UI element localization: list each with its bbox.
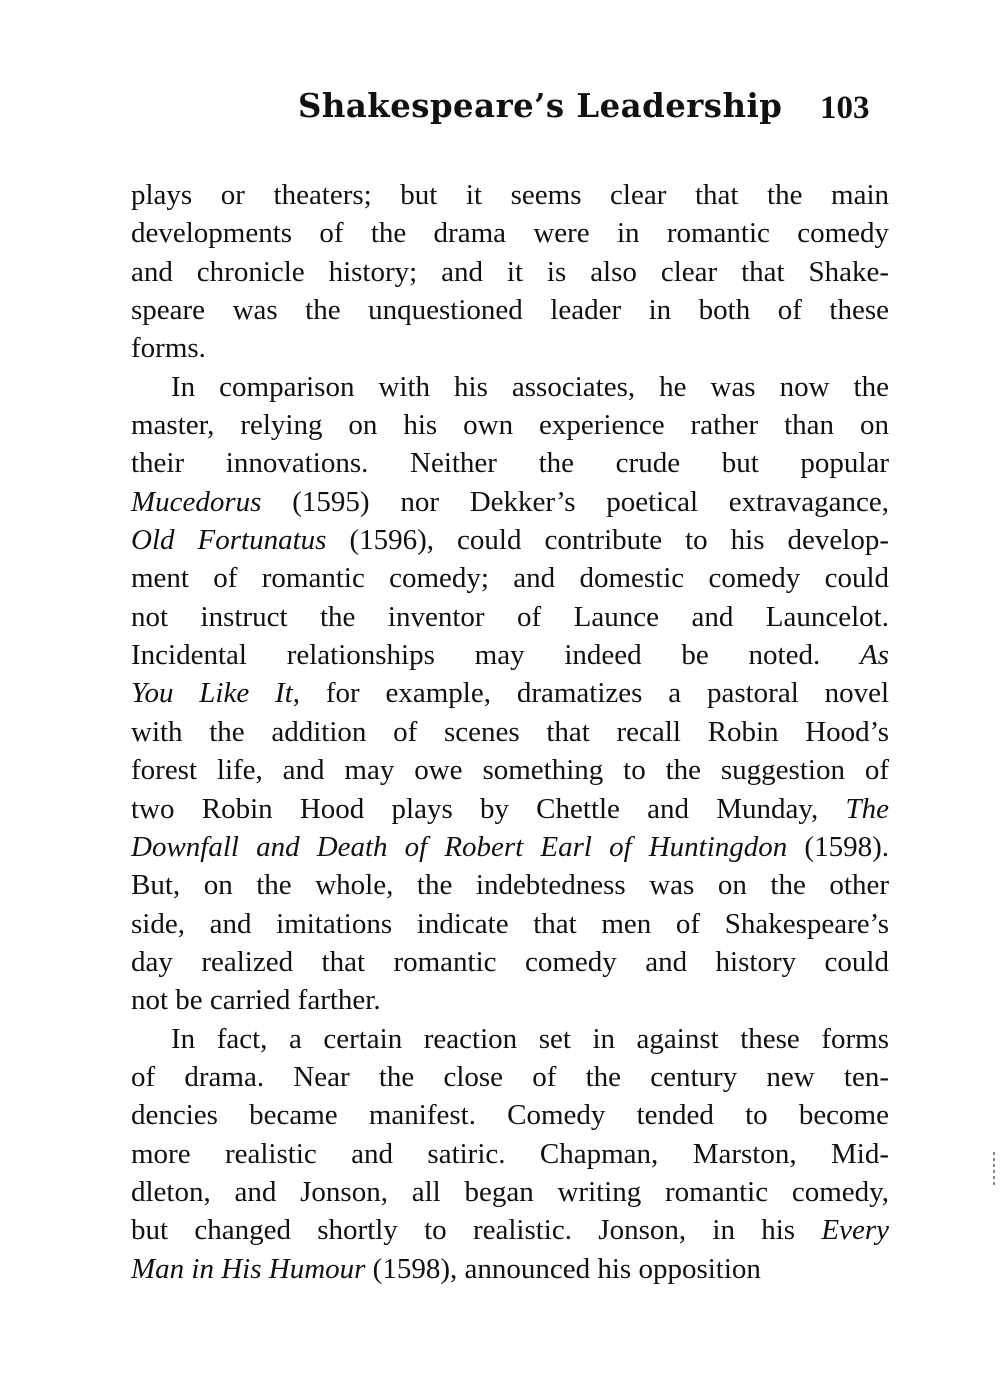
text-line — [131, 674, 889, 712]
text-segment: In comparison with his associates, he was now the — [171, 370, 889, 403]
text-line — [131, 943, 889, 981]
italic-title-text: As — [860, 639, 889, 672]
text-line — [131, 1211, 889, 1249]
text-line — [131, 1020, 889, 1058]
text-line — [131, 444, 889, 482]
text-segment: more realistic and satiric. Chapman, Marston, Mid- — [131, 1137, 889, 1170]
text-segment: plays or theaters; but it seems clear that the main — [131, 179, 889, 211]
paragraph — [131, 1020, 889, 1288]
text-line — [131, 559, 889, 597]
text-segment: master, relying on his own experience rather than on — [131, 409, 889, 442]
text-segment: dleton, and Jonson, all began writing romantic comedy, — [131, 1175, 889, 1208]
text-segment: ment of romantic comedy; and domestic comedy could — [131, 562, 889, 595]
text-segment: not instruct the inventor of Launce and Launcelot. — [131, 600, 889, 633]
text-line — [131, 291, 889, 329]
body-text — [131, 176, 889, 1288]
text-segment: their innovations. Neither the crude but popular — [131, 447, 889, 480]
text-line — [131, 1096, 889, 1134]
text-segment: In fact, a certain reaction set in against these forms — [171, 1022, 889, 1055]
text-segment: dencies became manifest. Comedy tended to become — [131, 1099, 889, 1132]
italic-title-text: Every — [821, 1214, 889, 1247]
text-line — [131, 483, 889, 521]
text-line — [131, 905, 889, 943]
text-segment: with the addition of scenes that recall Robin Hood’s — [131, 715, 889, 748]
text-segment: side, and imitations indicate that men of Shakespeare’s — [131, 907, 889, 940]
text-line — [131, 368, 889, 406]
text-segment: (1598). — [787, 830, 889, 863]
text-line — [131, 253, 889, 291]
text-segment: forest life, and may owe something to the suggestion of — [131, 754, 889, 787]
text-segment: not be carried farther. — [131, 984, 381, 1017]
italic-title-text: Man in His Humour — [131, 1252, 366, 1285]
text-segment: of drama. Near the close of the century new ten- — [131, 1060, 889, 1093]
margin-scan-mark — [993, 1152, 995, 1188]
paragraph — [131, 368, 889, 1020]
italic-title-text: The — [845, 792, 889, 825]
text-segment: Incidental relationships may indeed be noted. — [131, 639, 860, 672]
text-line — [131, 636, 889, 674]
text-segment: (1596), could contribute to his develop- — [326, 524, 889, 557]
page-number: 103 — [820, 90, 870, 126]
text-line — [131, 1058, 889, 1096]
text-segment: But, on the whole, the indebtedness was on the other — [131, 869, 889, 902]
text-line — [131, 406, 889, 444]
text-segment: day realized that romantic comedy and history could — [131, 945, 889, 978]
text-line — [131, 751, 889, 789]
text-segment: (1595) nor Dekker’s poetical extravagance, — [261, 485, 889, 518]
text-segment: two Robin Hood plays by Chettle and Munday, — [131, 792, 846, 825]
text-segment: (1598), announced his opposition — [365, 1252, 761, 1285]
text-line — [131, 1135, 889, 1173]
text-line — [131, 1173, 889, 1211]
text-line — [131, 598, 889, 636]
running-head — [0, 86, 1000, 136]
text-segment: and chronicle history; and it is also clear that Shake- — [131, 255, 889, 288]
running-title: Shakespeare’s Leadership — [298, 86, 783, 125]
text-line — [131, 790, 889, 828]
paragraph — [131, 176, 889, 368]
italic-title-text: Mucedorus — [131, 485, 262, 518]
text-line — [131, 329, 889, 367]
text-line — [131, 713, 889, 751]
italic-title-text: Old Fortunatus — [131, 524, 327, 557]
text-segment: speare was the unquestioned leader in both of these — [131, 294, 889, 327]
text-segment: forms. — [131, 332, 206, 365]
italic-title-text: You Like It — [131, 677, 293, 710]
italic-title-text: Downfall and Death of Robert Earl of Huntingdon — [131, 830, 788, 863]
text-line — [131, 981, 889, 1019]
text-line — [131, 828, 889, 866]
text-line — [131, 866, 889, 904]
text-line — [131, 214, 889, 252]
text-line — [131, 1250, 889, 1288]
text-line — [131, 176, 889, 214]
text-line — [131, 521, 889, 559]
text-segment: but changed shortly to realistic. Jonson, in his — [131, 1214, 822, 1247]
text-segment: , for example, dramatizes a pastoral novel — [292, 677, 890, 710]
text-segment: developments of the drama were in romantic comedy — [131, 217, 889, 250]
